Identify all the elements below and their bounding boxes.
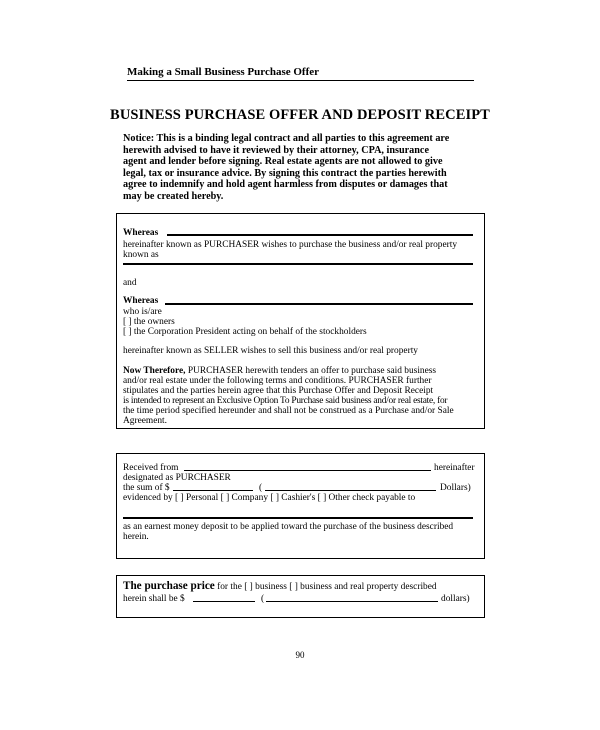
now-therefore-text: PURCHASER herewith tenders an offer to purchase said business [187,366,437,376]
whereas-label: Whereas [123,228,159,238]
header-rule [127,80,474,81]
hereinafter-text: hereinafter [434,463,475,473]
deposit-amount-field[interactable] [173,490,253,491]
earnest-text: herein. [123,532,149,542]
now-therefore-text: Agreement. [123,416,167,426]
whereas-label: Whereas [123,296,159,306]
notice-line: agent and lender before signing. Real estate agents are not allowed to give [123,156,443,168]
notice-line: may be created hereby. [123,190,224,202]
designated-text: designated as PURCHASER [123,473,231,483]
notice-line: Notice: This is a binding legal contract and all parties to this agreement are [123,133,450,144]
sum-of-text: the sum of $ [123,483,170,493]
business-name-field[interactable] [123,263,473,265]
evidenced-by-checkboxes[interactable]: evidenced by [ ] Personal [ ] Company [ ] Cashier's [ ] Other check payable to [123,493,416,503]
and-text: and [123,278,137,288]
payable-to-field[interactable] [123,517,473,519]
purchase-price-line [123,581,437,592]
paren-open: ( [259,483,263,493]
purchase-price-label: The purchase price [123,580,215,592]
now-therefore-text: is intended to represent an Exclusive Option To Purchase said business and/or real estate, for [123,396,448,406]
corporation-president-checkbox[interactable]: [ ] the Corporation President acting on behalf of the stockholders [123,327,367,337]
deposit-amount-words-field[interactable] [265,490,436,491]
notice-line: agree to indemnify and hold agent harmless from disputes or damages that [123,179,448,191]
business-type-checkboxes[interactable]: for the [ ] business [ ] business and real property described [217,582,437,592]
dollars-text: Dollars) [440,483,471,493]
shall-be-text: herein shall be $ [123,594,185,604]
page-number: 90 [295,650,305,660]
received-from-field[interactable] [184,470,431,471]
running-header: Making a Small Business Purchase Offer [127,66,320,78]
now-therefore-line [123,366,436,376]
now-therefore-text: stipulates and the parties herein agree that this Purchase Offer and Deposit Receipt [123,386,434,396]
paren-open: ( [261,594,265,604]
purchaser-text: hereinafter known as PURCHASER wishes to purchase the business and/or real property [123,240,458,250]
earnest-text: as an earnest money deposit to be applied toward the purchase of the business described [123,522,454,532]
seller-name-field[interactable] [165,303,473,305]
now-therefore-label: Now Therefore, [123,366,186,376]
dollars-text: dollars) [441,594,470,604]
document-title: BUSINESS PURCHASE OFFER AND DEPOSIT RECEIPT [110,107,490,123]
now-therefore-text: the time period specified hereunder and shall not be construed as a Purchase and/or Sale [123,406,454,416]
now-therefore-text: and/or real estate under the following terms and conditions. PURCHASER further [123,376,432,386]
owners-checkbox[interactable]: [ ] the owners [123,317,175,327]
purchase-price-words-field[interactable] [266,601,438,602]
notice-paragraph [123,133,475,203]
notice-line: herewith advised to have it reviewed by their attorney, CPA, insurance [123,144,429,156]
known-as-text: known as [123,250,159,260]
seller-text: hereinafter known as SELLER wishes to sell this business and/or real property [123,346,418,356]
who-is-are-text: who is/are [123,307,162,317]
notice-line: legal, tax or insurance advice. By signing this contract the parties herewith [123,167,447,179]
received-from-text: Received from [123,463,179,473]
purchase-price-field[interactable] [193,601,255,602]
purchaser-name-field[interactable] [167,234,473,236]
